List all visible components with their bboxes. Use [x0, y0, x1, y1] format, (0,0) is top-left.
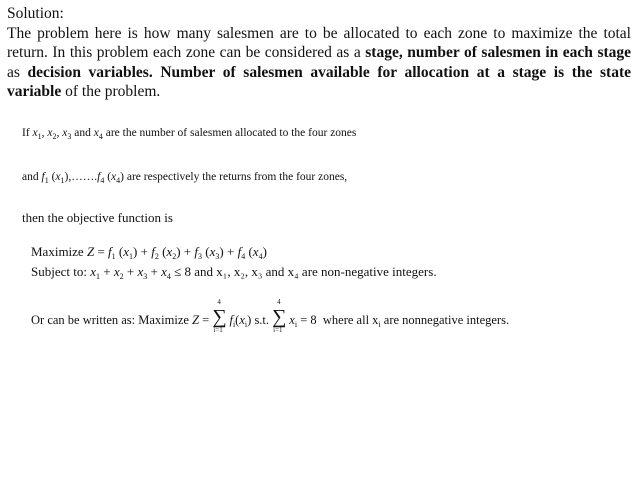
compact-formulation: Or can be written as: Maximize Z = ∑ 4 i=1 $f_i(x_i)$ s.t. ∑ 4 i=1 $x_i = 8$ where all $x_i$ are nonnegative integers.	[31, 298, 510, 334]
maximize-label: Maximize	[31, 244, 84, 259]
sum-symbol-constraint: ∑ 4 i=1	[272, 298, 287, 334]
sum-total: 8	[310, 313, 317, 327]
constraint-tail: 8 and x₁, x₂, x₃ and x₄ are non-negative integers.	[184, 264, 437, 279]
intro-text-1: The problem here is how many salesmen are to be allocated to each zone to maximize the total return. In this problem each zone can be considered as a	[7, 24, 631, 62]
sum-upper-limit-2: 4	[277, 298, 281, 306]
intro-text-2: as	[7, 63, 20, 81]
objective-statement: then the objective function is	[22, 210, 173, 225]
intro-bold-2: decision variables. Number of salesmen available for allocation at a stage is the state variable	[7, 63, 631, 101]
solution-heading: Solution:	[7, 5, 64, 22]
returns-statement: and $f_1$ $(x_1),\dots\dots.f_4$ $(x_4)$ are respectively the returns from the four zones,	[22, 171, 348, 185]
nonneg-label: are nonnegative integers.	[383, 313, 510, 327]
sum-symbol-objective: ∑ 4 i=1	[212, 298, 227, 334]
sum-lower-limit-2: i=1	[273, 326, 283, 334]
intro-text-3: of the problem.	[65, 83, 161, 101]
such-that-label: s.t.	[254, 313, 270, 327]
allocation-statement: If $x_1$, $x_2$, $x_3$ and $x_4$ are the number of salesmen allocated to the four zones	[22, 127, 357, 141]
subject-label: Subject to:	[31, 264, 87, 279]
or-written-label: Or can be written as: Maximize	[31, 313, 189, 327]
sum-upper-limit: 4	[217, 298, 221, 306]
intro-bold-1: stage, number of salesmen in each stage	[365, 44, 632, 62]
returns-text: are respectively the returns from the four zones,	[126, 171, 348, 183]
solution-text	[7, 4, 631, 102]
sum-lower-limit: i=1	[213, 326, 223, 334]
maximize-equation: Maximize $Z = f_1$ $(x_1) + f_2$ $(x_2) + f_3$ $(x_3) + f_4$ $(x_4)$	[31, 244, 267, 261]
constraint-equation: Subject to: $x_1 + x_2 + x_3 + x_4 \le 8$ and x₁, x₂, x₃ and x₄ are non-negative integers.	[31, 264, 437, 281]
allocation-text: are the number of salesmen allocated to the four zones	[105, 127, 357, 139]
where-label: where all x	[322, 313, 379, 327]
